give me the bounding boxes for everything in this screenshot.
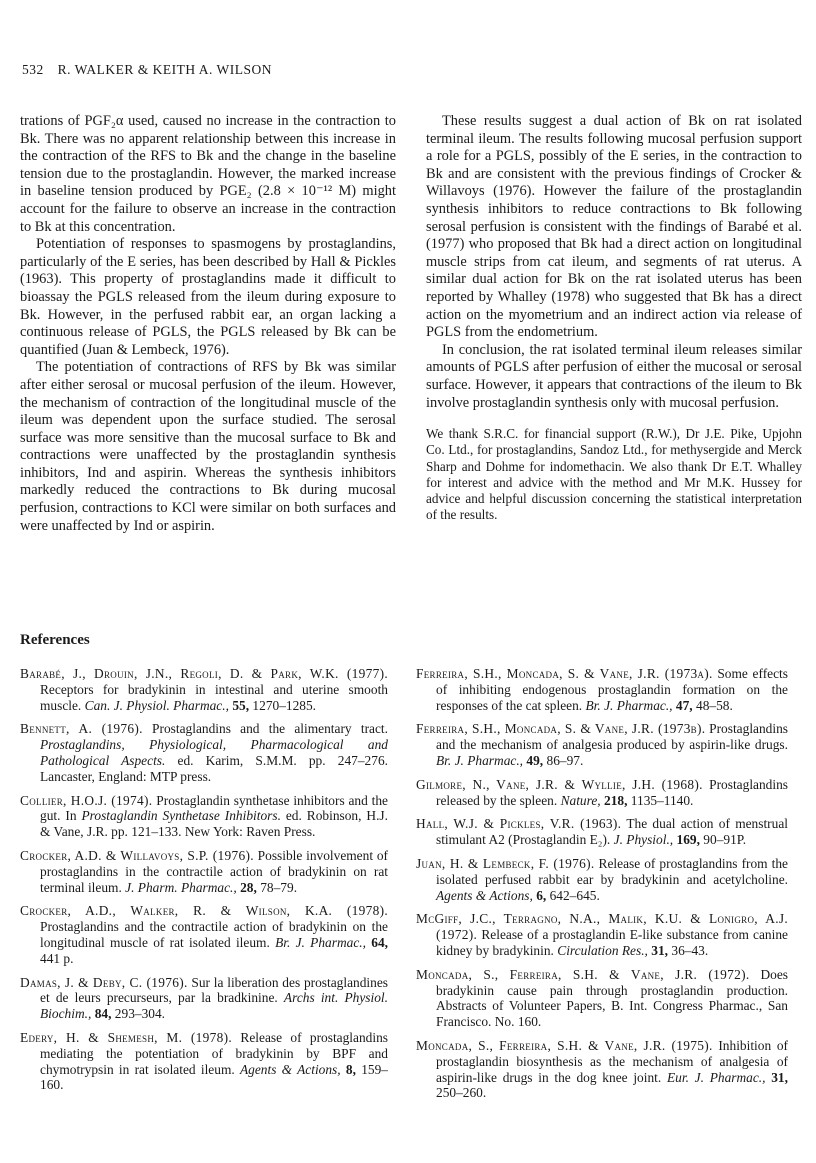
reference-entry [416,721,788,768]
paragraph: These results suggest a dual action of Bk on rat isolated terminal ileum. The results following mucosal perfusion support a role for a PGLS, possibly of the E series, in the contraction to Bk and are consistent with the previous findings of Crocker & Willavoys (1976). However the failure of the prostaglandin synthesis inhibitors to reduce contractions to Bk following serosal perfusion is consistent with the findings of Barabé et al. (1977) who proposed that Bk had a direct action on longitudinal muscle strips from cat ileum, and segments of rat uterus. A similar dual action for Bk on the rat isolated uterus has been reported by Whalley (1978) who suggested that Bk has a direct action on the myometrium and an indirect action via release of PGLS from the endometrium. [426,113,802,341]
right-text-column [426,113,802,523]
reference-text: Prostaglandins released by the spleen. [436,776,788,808]
reference-authors: Moncada, S., Ferreira, S.H. & Vane, J.R. (1972). [416,966,750,982]
reference-entry [416,816,788,848]
reference-pages: 293–304. [114,1006,166,1022]
reference-authors: Ferreira, S.H., Moncada, S. & Vane, J.R. (1973b). [416,721,706,737]
reference-authors: Moncada, S., Ferreira, S.H. & Vane, J.R. (1975). [416,1037,713,1053]
paragraph: The potentiation of contractions of RFS by Bk was similar after either serosal or mucosal perfusion of the ileum. However, the mechanism of contraction of the longitudinal muscle of the ileum was dependent upon the surface studied. The serosal surface was more sensitive than the mucosal surface to Bk and contractions were unaffected by the prostaglandin synthesis inhibitors, Ind and aspirin. Whereas the synthesis inhibitors markedly reduced the contractions to Bk during mucosal perfusion, contractions to KCl were similar on both surfaces and were unaffected by Ind or aspirin. [20,359,396,534]
reference-entry [416,666,788,713]
reference-journal: Agents & Actions, [239,1061,341,1077]
reference-text: Prostaglandins and the alimentary tract. [152,721,388,737]
reference-text: Receptors for bradykinin in intestinal and uterine smooth muscle. [40,681,388,713]
reference-volume: 6, [536,887,547,903]
reference-authors: Crocker, A.D. & Willavoys, S.P. (1976). [20,847,254,863]
reference-text: Some effects of inhibiting endogenous prostaglandin formation on the responses of the cat spleen. [436,666,788,713]
reference-pages: 441 p. [40,950,74,966]
reference-text: Does bradykinin cause pain through prostaglandin production. Abstracts of Volunteer Papers, B. Int. Congress Pharmac., San Francisco. No. 160. [436,966,788,1030]
reference-pages: ed. Karim, S.M.M. pp. 247–276. Lancaster, England: MTP press. [40,752,388,784]
acknowledgements: We thank S.R.C. for financial support (R.W.), Dr J.E. Pike, Upjohn Co. Ltd., for prostaglandins, Sandoz Ltd., for methysergide and Merck Sharp and Dohme for indomethacin. We also thank Dr E.T. Whalley for interest and advice with the method and Mr M.K. Hussey for advice and helpful discussion concerning the statistical interpretation of the results. [426,426,802,523]
reference-volume: 84, [94,1006,112,1022]
reference-volume: 47, [675,697,693,713]
reference-volume: 28, [240,879,257,895]
reference-text: The dual action of menstrual stimulant A2 (Prostaglandin E₂). [436,816,788,848]
reference-authors: Juan, H. & Lembeck, F. (1976). [416,855,595,871]
reference-journal: Can. J. Physiol. Pharmac., [84,697,229,713]
left-text-column [20,113,396,535]
reference-volume: 169, [676,832,700,848]
reference-authors: Edery, H. & Shemesh, M. (1978). [20,1029,233,1045]
reference-journal: J. Pharm. Pharmac., [125,879,237,895]
reference-volume: 55, [232,697,250,713]
reference-text: Release of prostaglandins from the isolated perfused rabbit ear by bradykinin and acetylcholine. [436,855,788,887]
reference-entry [416,911,788,958]
reference-authors: Crocker, A.D., Walker, R. & Wilson, K.A. (1978). [20,903,388,919]
running-header [22,62,272,78]
reference-authors: Hall, W.J. & Pickles, V.R. (1963). [416,816,622,832]
reference-volume: 49, [526,752,544,768]
header-authors: R. WALKER & KEITH A. WILSON [57,62,272,77]
paragraph: Potentiation of responses to spasmogens by prostaglandins, particularly of the E series, has been described by Hall & Pickles (1963). This property of prostaglandins made it difficult to bioassay the PGLS released from the ileum during exposure to Bk. However, in the perfused rabbit ear, an organ lacking a continuous release of PGLS, the PGLS released by Bk can be quantified (Juan & Lembeck, 1976). [20,236,396,358]
reference-journal: Prostaglandin Synthetase Inhibitors. [81,808,281,824]
paragraph: In conclusion, the rat isolated terminal ileum releases similar amounts of PGLS after perfusion of either the mucosal or serosal surface. However, it appears that contractions of the ileum to Bk involve prostaglandin synthesis only with mucosal perfusion. [426,341,802,411]
references-right-column [416,666,788,1109]
reference-journal: J. Physiol., [613,832,674,848]
reference-volume: 218, [604,792,628,808]
reference-authors: Gilmore, N., Vane, J.R. & Wyllie, J.H. (1968). [416,776,703,792]
references-left-column [20,666,388,1101]
reference-journal: Circulation Res., [557,942,648,958]
reference-authors: Ferreira, S.H., Moncada, S. & Vane, J.R. (1973a). [416,666,713,681]
reference-text: Release of prostaglandins mediating the potentiation of bradykinin by BPF and chymotrypsin in rat isolated ileum. [40,1029,388,1077]
reference-entry [416,856,788,903]
reference-authors: Barabé, J., Drouin, J.N., Regoli, D. & Park, W.K. (1977). [20,666,388,681]
reference-journal: Br. J. Pharmac., [275,934,366,950]
reference-pages: ed. Robinson, H.J. & Vane, J.R. pp. 121–133. New York: Raven Press. [40,808,388,840]
reference-pages: 48–58. [696,697,733,713]
reference-entry [20,666,388,713]
reference-authors: Bennett, A. (1976). [20,721,143,737]
reference-journal: Nature, [560,792,601,808]
reference-text: Inhibition of prostaglandin biosynthesis as the mechanism of analgesia of aspirin-like drugs in the dog knee joint. [436,1037,788,1085]
reference-entry [20,975,388,1022]
reference-text: Sur la liberation des prostaglandines et de leurs precurseurs, par la bradkinine. [40,974,388,1006]
paragraph: trations of PGF₂α used, caused no increase in the contraction to Bk. There was no apparent relationship between this increase in the contraction of the RFS to Bk and the change in the baseline tension due to the prostaglandin. However, the marked increase in baseline tension produced by PGE₂ (2.8 × 10⁻¹² M) might account for the failure to observe an increase in the contraction to Bk at this concentration. [20,113,396,235]
reference-journal: Br. J. Pharmac., [436,752,524,768]
reference-text: Prostaglandins and the mechanism of analgesia produced by aspirin-like drugs. [436,721,788,753]
reference-entry [20,793,388,840]
reference-authors: Collier, H.O.J. (1974). [20,792,153,808]
reference-pages: 1135–1140. [630,792,694,808]
reference-journal: Prostaglandins, Physiological, Pharmacological and Pathological Aspects. [40,737,388,768]
reference-entry [20,903,388,966]
reference-text: Release of a prostaglandin E-like substance from canine kidney by bradykinin. [436,927,788,958]
reference-text: Prostaglandins and the contractile action of bradykinin on the longitudinal muscle of rat isolated ileum. [40,919,388,950]
reference-volume: 8, [345,1061,356,1077]
reference-pages: 90–91P. [703,832,747,848]
reference-pages: 78–79. [260,879,298,895]
reference-entry [416,967,788,1030]
reference-entry [20,848,388,895]
reference-journal: Br. J. Pharmac., [585,697,673,713]
reference-journal: Archs int. Physiol. Biochim., [40,990,388,1022]
reference-pages: 159–160. [40,1061,388,1093]
reference-entry [20,721,388,784]
reference-volume: 31, [771,1069,788,1085]
page-number: 532 [22,62,44,77]
reference-journal: Agents & Actions, [436,887,533,903]
reference-authors: Damas, J. & Deby, C. (1976). [20,974,188,990]
reference-entry [416,777,788,809]
reference-pages: 642–645. [549,887,600,903]
reference-pages: 250–260. [436,1085,487,1101]
reference-text: Prostaglandin synthetase inhibitors and the gut. In [40,792,388,824]
reference-pages: 1270–1285. [252,697,317,713]
reference-pages: 86–97. [546,752,584,768]
reference-pages: 36–43. [671,942,709,958]
references-heading: References [20,632,90,648]
reference-volume: 31, [651,942,669,958]
reference-entry [20,1030,388,1093]
reference-volume: 64, [371,934,388,950]
reference-entry [416,1038,788,1101]
reference-journal: Eur. J. Pharmac., [666,1069,766,1085]
reference-authors: McGiff, J.C., Terragno, N.A., Malik, K.U. & Lonigro, A.J. (1972). [416,911,788,943]
reference-text: Possible involvement of prostaglandins in the contractile action of bradykinin on rat terminal ileum. [40,847,388,895]
